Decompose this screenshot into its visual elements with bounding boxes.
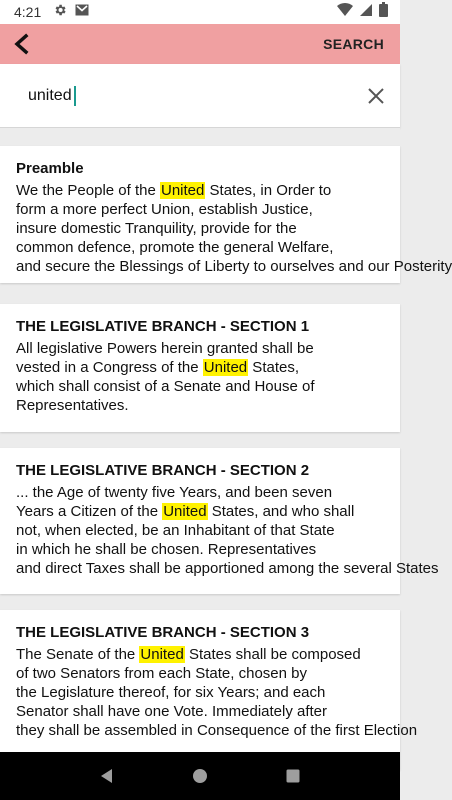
cellular-signal-icon (359, 3, 373, 22)
snippet-text: vested in a Congress of the (16, 359, 203, 376)
snippet-line (16, 238, 384, 257)
result-snippet (16, 645, 418, 740)
snippet-line (16, 502, 384, 521)
battery-icon (379, 2, 388, 22)
snippet-text: in which he shall be chosen. Representatives (16, 541, 317, 558)
snippet-text: The Senate of the (16, 646, 140, 663)
snippet-text: Senator shall have one Vote. Immediately after (16, 703, 328, 720)
snippet-text: States, and who shall (207, 503, 355, 520)
snippet-line (16, 377, 384, 396)
snippet-line (16, 540, 384, 559)
search-input[interactable] (28, 81, 328, 111)
snippet-text: ... the Age of twenty five Years, and been seven (16, 484, 333, 501)
results-list[interactable] (0, 128, 452, 752)
result-snippet (16, 483, 439, 578)
search-bar (0, 64, 400, 128)
snippet-line (16, 358, 384, 377)
snippet-text: States shall be composed (184, 646, 361, 663)
status-right-icons (337, 2, 388, 22)
nav-back-button[interactable] (87, 756, 127, 796)
clear-search-button[interactable] (364, 84, 388, 108)
snippet-text: and direct Taxes shall be apportioned among the several States (16, 560, 439, 577)
snippet-text: not, when elected, be an Inhabitant of that State (16, 522, 335, 539)
snippet-line (16, 483, 384, 502)
text-cursor (74, 86, 76, 106)
result-title: THE LEGISLATIVE BRANCH - SECTION 1 (16, 318, 310, 335)
snippet-text: All legislative Powers herein granted shall be (16, 340, 314, 357)
back-button[interactable] (0, 24, 44, 64)
snippet-line (16, 521, 384, 540)
result-title: Preamble (16, 160, 84, 177)
status-left-icons (53, 3, 89, 22)
app-bar (0, 24, 400, 64)
snippet-line (16, 645, 384, 664)
chevron-left-icon (11, 33, 33, 55)
result-card[interactable] (0, 146, 452, 283)
snippet-text: States, in Order to (205, 182, 332, 199)
snippet-text: We the People of the (16, 182, 160, 199)
snippet-text: form a more perfect Union, establish Justice, (16, 201, 313, 218)
snippet-line (16, 683, 384, 702)
snippet-line (16, 721, 418, 740)
snippet-text: Years a Citizen of the (16, 503, 163, 520)
result-snippet (16, 339, 384, 415)
snippet-line (16, 181, 384, 200)
snippet-line (16, 257, 452, 276)
snippet-line (16, 664, 384, 683)
wifi-icon (337, 3, 353, 22)
home-circle-icon (192, 768, 208, 784)
nav-home-button[interactable] (180, 756, 220, 796)
recents-square-icon (285, 768, 301, 784)
snippet-text: Representatives. (16, 397, 129, 414)
result-card[interactable] (0, 304, 400, 432)
snippet-text: they shall be assembled in Consequence of the first Election (16, 722, 418, 739)
back-triangle-icon (99, 768, 115, 784)
snippet-text: and secure the Blessings of Liberty to ourselves and our Posterity (16, 258, 452, 275)
system-nav-bar (0, 752, 400, 800)
snippet-text: common defence, promote the general Welfare, (16, 239, 334, 256)
close-icon (367, 87, 385, 105)
snippet-text: which shall consist of a Senate and House of (16, 378, 315, 395)
result-title: THE LEGISLATIVE BRANCH - SECTION 2 (16, 462, 310, 479)
snippet-text: States, (248, 359, 299, 376)
snippet-line (16, 200, 384, 219)
snippet-line (16, 219, 384, 238)
snippet-line (16, 702, 384, 721)
gear-icon (53, 3, 67, 22)
nav-recents-button[interactable] (273, 756, 313, 796)
snippet-line (16, 559, 439, 578)
result-title: THE LEGISLATIVE BRANCH - SECTION 3 (16, 624, 310, 641)
snippet-text: insure domestic Tranquility, provide for the (16, 220, 297, 237)
result-card[interactable] (0, 448, 439, 594)
search-match-highlight: United (161, 182, 205, 199)
snippet-text: the Legislature thereof, for six Years; and each (16, 684, 326, 701)
snippet-text: of two Senators from each State, chosen by (16, 665, 307, 682)
search-button[interactable]: SEARCH (323, 36, 384, 52)
search-match-highlight: United (163, 503, 207, 520)
snippet-line (16, 339, 384, 358)
result-snippet (16, 181, 452, 276)
search-match-highlight: United (140, 646, 184, 663)
status-time: 4:21 (14, 4, 42, 20)
snippet-line (16, 396, 384, 415)
search-match-highlight: United (203, 359, 248, 376)
status-bar (0, 0, 400, 24)
gmail-icon (75, 3, 89, 21)
result-card[interactable] (0, 610, 418, 770)
